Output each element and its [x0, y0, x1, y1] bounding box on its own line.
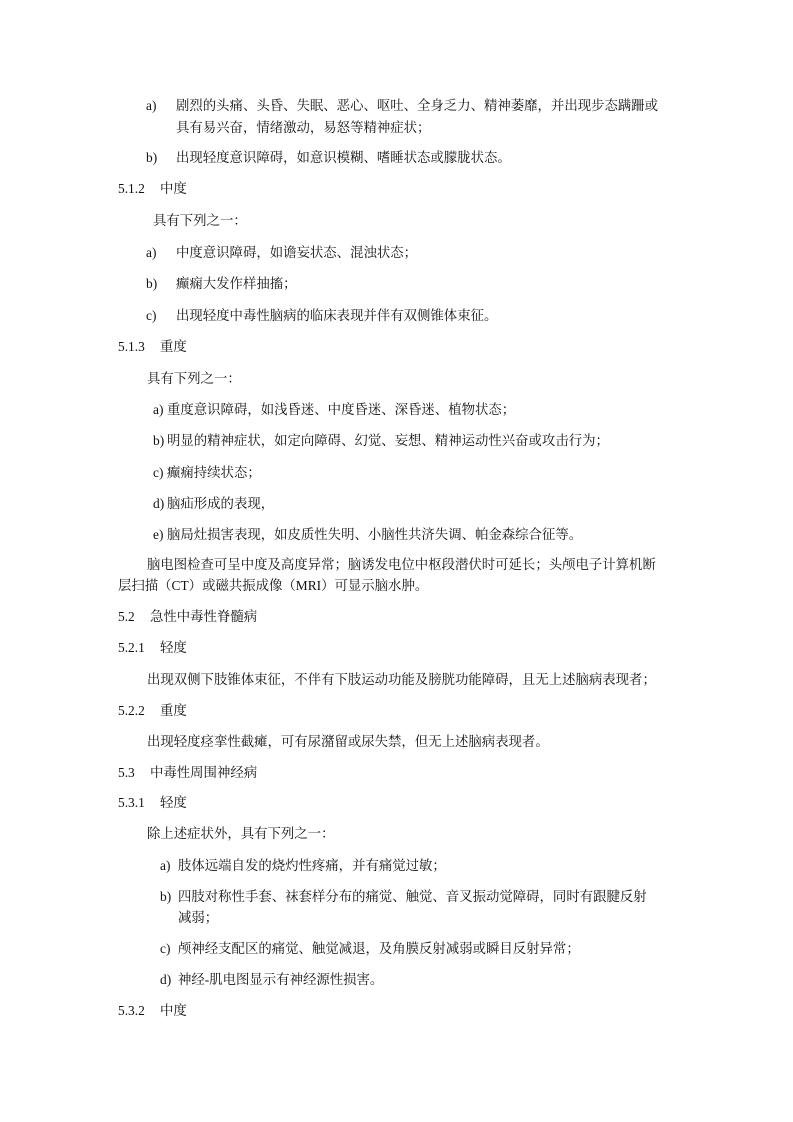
paragraph-text: 脑局灶损害表现，如皮质性失明、小脑性共济失调、帕金森综合征等。 [167, 527, 583, 542]
section-number: 5.1.3 [118, 339, 145, 354]
list-marker: d) [160, 972, 172, 987]
section-number: 5.3 [118, 765, 135, 780]
section-number: 5.3.1 [118, 795, 145, 810]
paragraph-text: 癫痫大发作样抽搐； [176, 276, 297, 291]
paragraph-text: 减弱； [178, 910, 219, 925]
paragraph-text: 明显的精神症状，如定向障碍、幻觉、妄想、精神运动性兴奋或攻击行为； [167, 433, 609, 448]
paragraph-text: 出现双侧下肢锥体束征，不伴有下肢运动功能及膀胱功能障碍，且无上述脑病表现者； [147, 672, 656, 687]
list-marker: b) [160, 889, 172, 904]
paragraph-text: 出现轻度痉挛性截瘫，可有尿潴留或尿失禁，但无上述脑病表现者。 [147, 734, 549, 749]
list-marker: c) [146, 308, 157, 323]
section-heading: 中毒性周围神经病 [150, 765, 258, 780]
list-marker: b) [153, 433, 165, 448]
paragraph-text: 重度意识障碍，如浅昏迷、中度昏迷、深昏迷、植物状态； [167, 402, 516, 417]
paragraph-text: 具有下列之一： [147, 371, 241, 386]
section-heading: 中度 [160, 181, 187, 196]
section-heading: 重度 [160, 703, 187, 718]
paragraph-text: 层扫描（CT）或磁共振成像（MRI）可显示脑水肿。 [118, 578, 429, 593]
section-heading: 轻度 [160, 640, 187, 655]
section-heading: 重度 [160, 339, 187, 354]
paragraph-text: 神经-肌电图显示有神经源性损害。 [178, 972, 384, 987]
section-heading: 轻度 [160, 795, 187, 810]
list-marker: e) [153, 527, 164, 542]
list-marker: a) [146, 245, 157, 260]
paragraph-text: 出现轻度意识障碍，如意识模糊、嗜睡状态或朦胧状态。 [176, 150, 511, 165]
paragraph-text: 四肢对称性手套、袜套样分布的痛觉、触觉、音叉振动觉障碍，同时有跟腱反射 [178, 889, 647, 904]
list-marker: b) [146, 276, 158, 291]
list-marker: a) [160, 858, 171, 873]
paragraph-text: 出现轻度中毒性脑病的临床表现并伴有双侧锥体束征。 [176, 308, 498, 323]
paragraph-text: 除上述症状外，具有下列之一： [147, 826, 335, 841]
paragraph-text: 具有易兴奋，情绪激动，易怒等精神症状； [176, 120, 431, 135]
paragraph-text: 脑电图检查可呈中度及高度异常；脑诱发电位中枢段潜伏时可延长；头颅电子计算机断 [147, 557, 656, 572]
section-number: 5.2.2 [118, 703, 145, 718]
paragraph-text: 肢体远端自发的烧灼性疼痛，并有痛觉过敏； [178, 858, 446, 873]
section-number: 5.3.2 [118, 1003, 145, 1018]
paragraph-text: 癫痫持续状态； [167, 465, 261, 480]
list-marker: c) [153, 465, 164, 480]
list-marker: c) [160, 941, 171, 956]
section-number: 5.2.1 [118, 640, 145, 655]
list-marker: a) [146, 98, 157, 113]
list-marker: b) [146, 150, 158, 165]
section-heading: 中度 [160, 1003, 187, 1018]
section-number: 5.2 [118, 609, 135, 624]
list-marker: d) [153, 496, 165, 511]
list-marker: a) [153, 402, 164, 417]
section-number: 5.1.2 [118, 181, 145, 196]
paragraph-text: 颅神经支配区的痛觉、触觉减退，及角膜反射减弱或瞬目反射异常； [178, 941, 580, 956]
paragraph-text: 中度意识障碍，如谵妄状态、混浊状态； [176, 245, 418, 260]
paragraph-text: 脑疝形成的表现， [167, 496, 275, 511]
section-heading: 急性中毒性脊髓病 [150, 609, 258, 624]
paragraph-text: 具有下列之一： [153, 213, 247, 228]
paragraph-text: 剧烈的头痛、头昏、失眠、恶心、呕吐、全身乏力、精神萎靡，并出现步态蹒跚或 [176, 98, 659, 113]
